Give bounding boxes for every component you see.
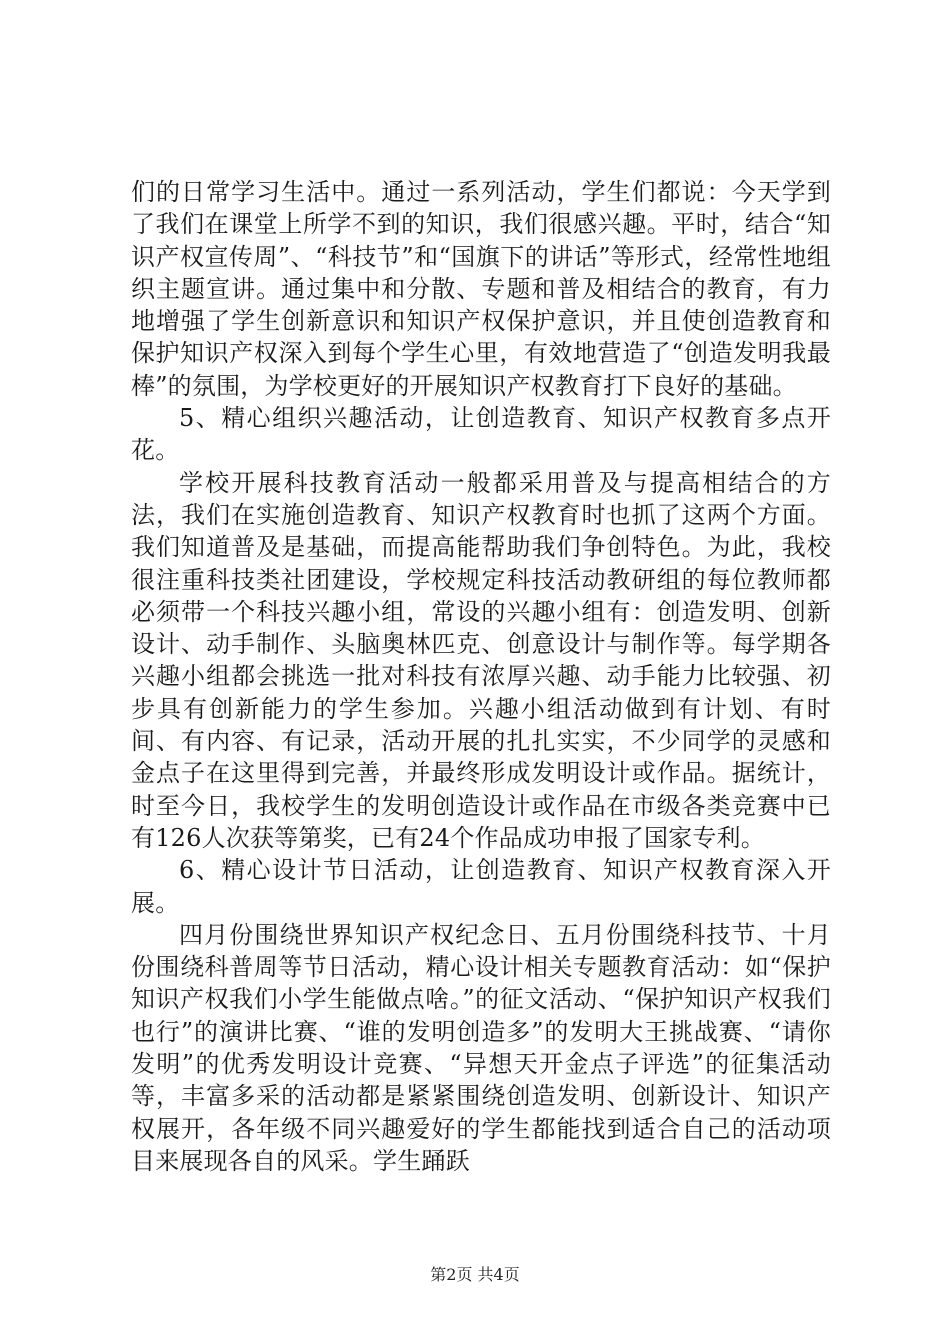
document-body — [131, 176, 831, 1177]
page-number-footer: 第2页 共4页 — [430, 1265, 520, 1284]
paragraph-1: 们的日常学习生活中。通过一系列活动，学生们都说：今天学到了我们在课堂上所学不到的知识，我们很感兴趣。平时，结合“知识产权宣传周”、“科技节”和“国旗下的讲话”等形式，经常性地组织主题宣讲。通过集中和分散、专题和普及相结合的教育，有力地增强了学生创新意识和知识产权保护意识，并且使创造教育和保护知识产权深入到每个学生心里，有效地营造了“创造发明我最棒”的氛围，为学校更好的开展知识产权教育打下良好的基础。 — [131, 178, 831, 400]
paragraph-4-heading: 6、精心设计节日活动，让创造教育、知识产权教育深入开展。 — [131, 856, 831, 917]
paragraph-3: 学校开展科技教育活动一般都采用普及与提高相结合的方法，我们在实施创造教育、知识产权教育时也抓了这两个方面。我们知道普及是基础，而提高能帮助我们争创特色。为此，我校很注重科技类社团建设，学校规定科技活动教研组的每位教师都必须带一个科技兴趣小组，常设的兴趣小组有：创造发明、创新设计、动手制作、头脑奥林匹克、创意设计与制作等。每学期各兴趣小组都会挑选一批对科技有浓厚兴趣、动手能力比较强、初步具有创新能力的学生参加。兴趣小组活动做到有计划、有时间、有内容、有记录，活动开展的扎扎实实，不少同学的灵感和金点子在这里得到完善，并最终形成发明设计或作品。据统计，时至今日，我校学生的发明创造设计或作品在市级各类竞赛中已有126人次获等第奖，已有24个作品成功申报了国家专利。 — [131, 468, 831, 852]
paragraph-2-heading: 5、精心组织兴趣活动，让创造教育、知识产权教育多点开花。 — [131, 404, 831, 465]
paragraph-5: 四月份围绕世界知识产权纪念日、五月份围绕科技节、十月份围绕科普周等节日活动，精心设计相关专题教育活动：如“保护知识产权我们小学生能做点啥。”的征文活动、“保护知识产权我们也行”的演讲比赛、“谁的发明创造多”的发明大王挑战赛、“请你发明”的优秀发明设计竞赛、“异想天开金点子评选”的征集活动等，丰富多采的活动都是紧紧围绕创造发明、创新设计、知识产权展开，各年级不同兴趣爱好的学生都能找到适合自己的活动项目来展现各自的风采。学生踊跃 — [131, 920, 831, 1175]
